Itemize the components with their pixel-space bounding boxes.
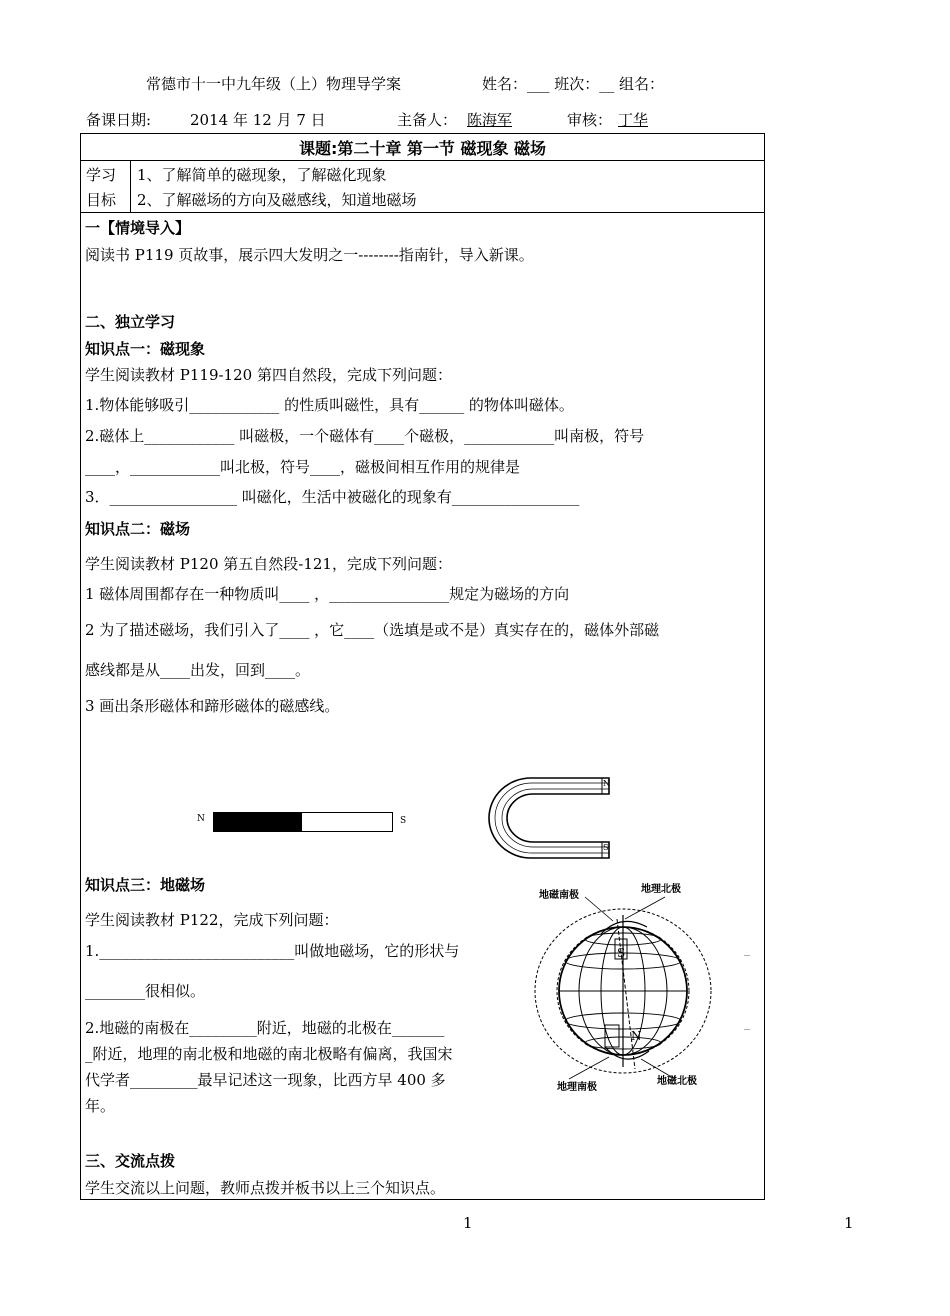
k3-question-2d: 年。 xyxy=(85,1097,116,1115)
k1-question-3: 3．_________________ 叫磁化，生活中被磁化的现象有_________________ xyxy=(85,488,580,506)
preparer-value: 陈海军 xyxy=(467,111,513,129)
globe-label-n: N xyxy=(631,1029,642,1043)
globe-label-geographic-north: 地理北极 xyxy=(641,884,681,895)
globe-label-s: S xyxy=(617,946,626,960)
globe-label-magnetic-north: 地磁北极 xyxy=(657,1076,697,1087)
bar-magnet-s-label: S xyxy=(400,816,407,826)
header-name-fields: 姓名：___ 班次：__ 组名： xyxy=(482,75,665,93)
date-value: 2014 年 12 月 7 日 xyxy=(190,111,326,129)
earth-magnetic-field-diagram xyxy=(525,879,735,1099)
section3-text: 学生交流以上问题，教师点拨并板书以上三个知识点。 xyxy=(85,1179,446,1197)
header-title: 常德市十一中九年级（上）物理导学案 xyxy=(146,75,402,93)
page-number-center: 1 xyxy=(463,1214,473,1232)
globe-label-geographic-south: 地理南极 xyxy=(557,1082,597,1093)
k1-question-2a: 2.磁体上____________ 叫磁极，一个磁体有____个磁极，____________叫南极，符号 xyxy=(85,427,645,445)
k1-question-1: 1.物体能够吸引____________ 的性质叫磁性，具有______ 的物体叫磁体。 xyxy=(85,396,574,414)
preparer-label: 主备人： xyxy=(397,111,458,129)
divider xyxy=(81,160,764,161)
k3-question-1b: ________很相似。 xyxy=(85,982,206,1000)
k2-question-1: 1 磁体周围都存在一种物质叫____ ，________________规定为磁场的方向 xyxy=(85,585,570,603)
side-mark: _ xyxy=(744,942,750,956)
date-label: 备课日期: xyxy=(86,111,152,129)
k2-heading: 知识点二：磁场 xyxy=(85,520,191,538)
k2-question-2a: 2 为了描述磁场，我们引入了____ ，它____（选填是或不是）真实存在的，磁体外部磁 xyxy=(85,621,660,639)
k3-heading: 知识点三：地磁场 xyxy=(85,876,206,894)
section3-heading: 三、交流点拨 xyxy=(85,1152,176,1170)
side-mark: _ xyxy=(744,1016,750,1030)
goals-label-1: 学习 xyxy=(86,166,117,184)
section1-text: 阅读书 P119 页故事，展示四大发明之一--------指南针，导入新课。 xyxy=(85,246,534,264)
k1-intro: 学生阅读教材 P119-120 第四自然段，完成下列问题： xyxy=(85,366,452,384)
k3-question-2c: 代学者_________最早记述这一现象，比西方早 400 多 xyxy=(85,1071,446,1089)
k1-heading: 知识点一：磁现象 xyxy=(85,340,206,358)
lesson-title: 课题:第二十章 第一节 磁现象 磁场 xyxy=(298,139,547,158)
horseshoe-n-label: N xyxy=(603,779,610,788)
lesson-table xyxy=(80,133,765,1200)
section1-heading: 一【情境导入】 xyxy=(85,219,191,237)
goal-item-2: 2、了解磁场的方向及磁感线，知道地磁场 xyxy=(137,191,417,209)
divider xyxy=(130,160,131,212)
bar-magnet xyxy=(213,812,393,832)
horseshoe-magnet xyxy=(469,772,619,862)
k2-question-3: 3 画出条形磁体和蹄形磁体的磁感线。 xyxy=(85,697,340,715)
k3-question-2a: 2.地磁的南极在_________附近，地磁的北极在_______ xyxy=(85,1019,445,1037)
k2-question-2b: 感线都是从____出发，回到____。 xyxy=(85,661,311,679)
k3-question-1a: 1.__________________________叫做地磁场，它的形状与 xyxy=(85,942,460,960)
goals-label-2: 目标 xyxy=(86,191,117,209)
k2-intro: 学生阅读教材 P120 第五自然段-121，完成下列问题： xyxy=(85,555,452,573)
divider xyxy=(81,212,764,213)
reviewer-value: 丁华 xyxy=(618,111,649,129)
bar-magnet-n-label: N xyxy=(197,814,205,824)
k3-question-2b: _附近，地理的南北极和地磁的南北极略有偏离，我国宋 xyxy=(85,1045,453,1063)
reviewer-label: 审核： xyxy=(567,111,613,129)
globe-label-magnetic-south: 地磁南极 xyxy=(539,890,579,901)
k1-question-2b: ____，____________叫北极，符号____，磁极间相互作用的规律是 xyxy=(85,458,521,476)
horseshoe-s-label: S xyxy=(603,843,609,852)
section2-heading: 二、独立学习 xyxy=(85,313,176,331)
k3-intro: 学生阅读教材 P122，完成下列问题： xyxy=(85,911,339,929)
page-number-right: 1 xyxy=(844,1214,854,1232)
goal-item-1: 1、了解简单的磁现象，了解磁化现象 xyxy=(137,166,387,184)
bar-magnet-north-half xyxy=(214,813,302,831)
